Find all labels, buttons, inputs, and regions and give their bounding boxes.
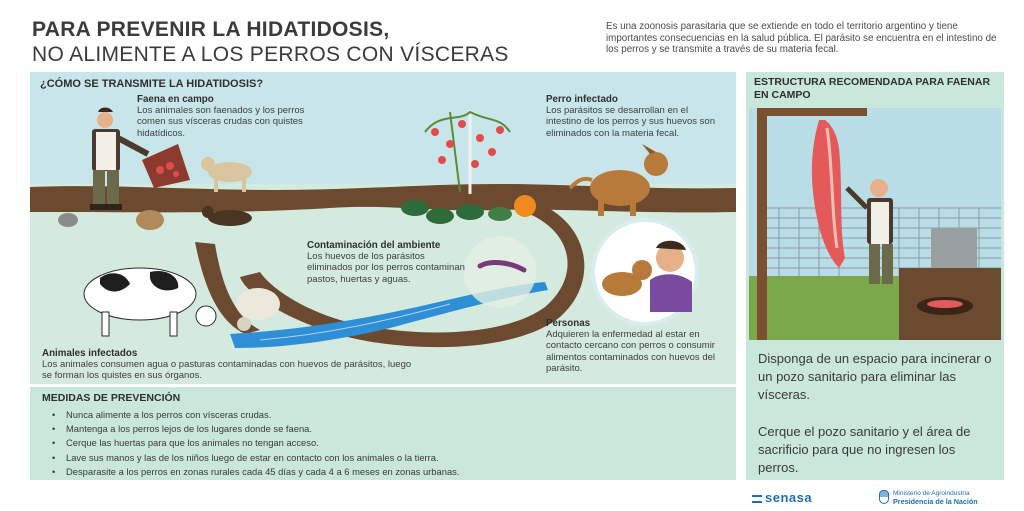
slaughter-structure-illustration: [749, 108, 1001, 340]
perro-heading: Perro infectado: [546, 94, 618, 105]
personas-block: [546, 318, 716, 374]
structure-title: ESTRUCTURA RECOMENDADA PARA FAENAR EN CAMPO: [754, 76, 991, 101]
ministry-line-2-text: Presidencia de la Nación: [893, 496, 978, 506]
senasa-wordmark: senasa: [765, 490, 813, 505]
personas-text: Adquieren la enfermedad al estar en contacto cercano con perros o consumir alimentos contaminados con huevos del parásito.: [546, 329, 715, 374]
sheep-illustration: [236, 288, 280, 331]
prevention-item: • Desparasite a los perros en zonas rurales cada 45 días y cada 4 a 6 meses en zonas urbanas.: [52, 465, 459, 479]
ministry-line-2: [893, 498, 978, 507]
title-line-2: NO ALIMENTE A LOS PERROS CON VÍSCERAS: [32, 43, 509, 66]
title-line-1: PARA PREVENIR LA HIDATIDOSIS,: [32, 18, 390, 41]
ambiente-text: Los huevos de los parásitos eliminados por los perros contaminan pastos, huertas y aguas.: [307, 251, 465, 285]
prevention-title: MEDIDAS DE PREVENCIÓN: [42, 392, 181, 404]
structure-text-2: Cerque el pozo sanitario y el área de sacrificio para que no ingresen los perros.: [758, 424, 971, 475]
senasa-icon: [752, 495, 762, 503]
footer: [0, 480, 1024, 511]
transmission-panel: [30, 72, 736, 384]
argentina-shield-icon: [879, 490, 889, 504]
prevention-box: [30, 387, 736, 480]
animales-heading: Animales infectados: [42, 348, 138, 359]
perro-text: Los parásitos se desarrollan en el intestino de los perros y sus huevos son eliminados con la materia fecal.: [546, 105, 715, 139]
ministry-line-1: Ministerio de Agroindustria: [893, 490, 970, 497]
animales-text: Los animales consumen agua o pasturas contaminadas con huevos de parásitos, luego se forman los quistes en sus órganos.: [42, 359, 412, 382]
prevention-item: • Nunca alimente a los perros con vísceras crudas.: [52, 408, 459, 422]
garden-illustration: [401, 110, 536, 224]
page-title: [32, 18, 592, 68]
prevention-list: [52, 408, 459, 479]
faena-heading: Faena en campo: [137, 94, 214, 105]
parasite-magnified: [464, 236, 536, 308]
ambiente-heading: Contaminación del ambiente: [307, 240, 441, 251]
transmission-title: ¿CÓMO SE TRANSMITE LA HIDATIDOSIS?: [40, 78, 264, 90]
animales-block: [42, 348, 422, 382]
child-dog-illustration: [593, 220, 697, 324]
cow-illustration: [84, 268, 216, 336]
prevention-item: • Cerque las huertas para que los animales no tengan acceso.: [52, 436, 459, 450]
faena-text: Los animales son faenados y los perros comen sus vísceras crudas con quistes hidatídicos.: [137, 105, 305, 139]
ambiente-block: [307, 240, 467, 285]
perro-block: [546, 94, 721, 139]
structure-text-1: Disponga de un espacio para incinerar o un pozo sanitario para eliminar las vísceras.: [758, 351, 992, 402]
personas-heading: Personas: [546, 318, 591, 329]
prevention-item: • Mantenga a los perros lejos de los lugares donde se faena.: [52, 422, 459, 436]
senasa-logo: [752, 490, 812, 505]
ministry-logo: [893, 490, 978, 506]
structure-panel: [746, 72, 1004, 480]
prevention-item: • Lave sus manos y las de los niños luego de estar en contacto con los animales o la tierra.: [52, 451, 459, 465]
faena-block: [137, 94, 327, 139]
intro-text: Es una zoonosis parasitaria que se extiende en todo el territorio argentino y tiene importantes consecuencias en la salud pública. El parásito se encuentra en el intestino de los perros y se transmite a través de su materia fecal.: [606, 21, 997, 56]
